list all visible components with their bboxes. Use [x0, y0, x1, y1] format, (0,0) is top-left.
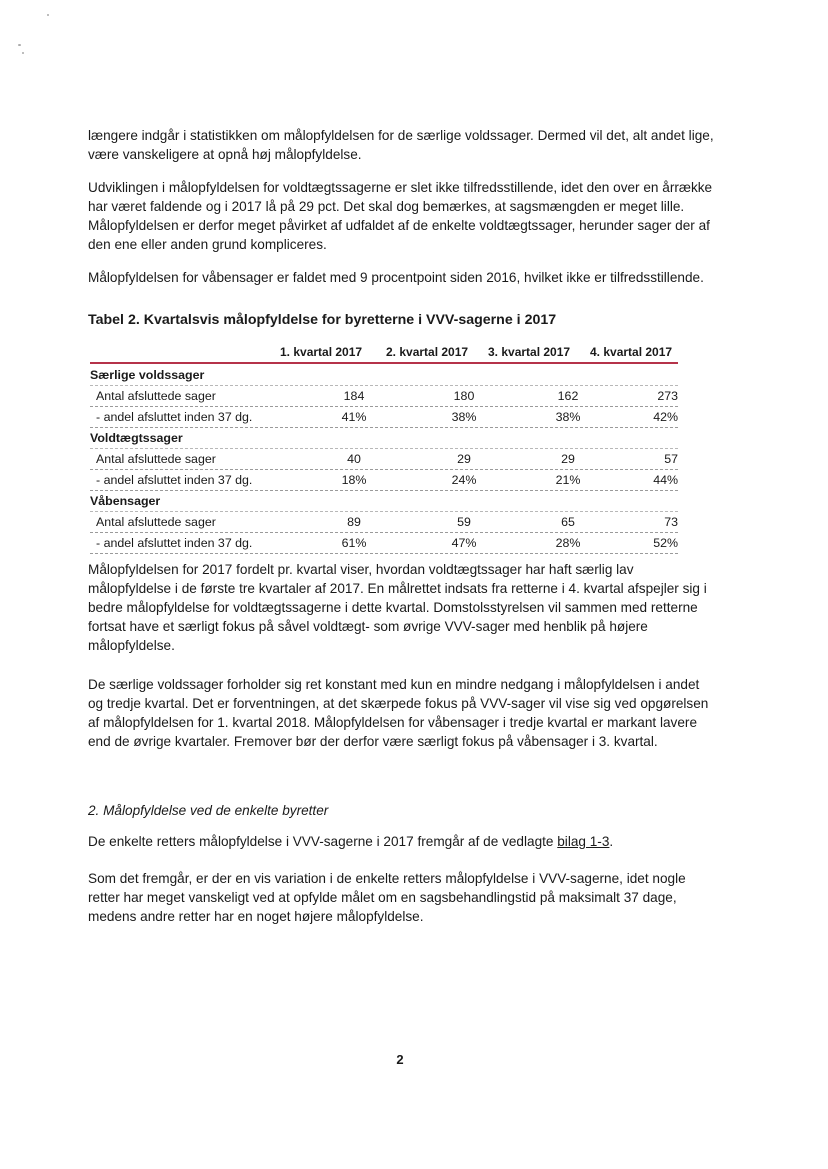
paragraph: Udviklingen i målopfyldelsen for voldtægtssagerne er slet ikke tilfredsstillende, idet den over en årrække har været faldende og i 2017 lå på 29 pct. Det skal dog bemærkes, at sagsmængden er meget lille. Målopfyldelsen er derfor meget påvirket af udfaldet af de enkelte voldtægtssager, herunder sager der af den ene eller anden grund kompliceres. [88, 180, 713, 252]
paragraph-text: De enkelte retters målopfyldelse i VVV-sagerne i 2017 fremgår af de vedlagte [88, 834, 558, 849]
bilag-link[interactable]: bilag 1-3 [557, 834, 610, 849]
table-cell: 42% [653, 410, 678, 424]
table-cell: 38% [555, 410, 581, 424]
paragraph-bilag [88, 832, 716, 851]
table-cell: 40 [347, 452, 361, 466]
table-group-row [90, 491, 678, 512]
table-cell: 89 [347, 515, 361, 529]
row-label: Antal afsluttede sager [96, 389, 216, 403]
table-cell: 28% [555, 536, 581, 550]
table-cell: 59 [457, 515, 471, 529]
paragraph: længere indgår i statistikken om målopfyldelsen for de særlige voldssager. Dermed vil det, alt andet lige, være vanskeligere at opnå høj målopfyldelse. [88, 128, 714, 162]
group-label: Særlige voldssager [90, 368, 205, 382]
table-cell: 29 [457, 452, 471, 466]
table-cell: 38% [451, 410, 477, 424]
section-heading: 2. Målopfyldelse ved de enkelte byretter [88, 803, 329, 818]
row-label: - andel afsluttet inden 37 dg. [96, 410, 253, 424]
table-row [90, 533, 678, 554]
column-header: 2. kvartal 2017 [386, 345, 469, 359]
table-cell: 24% [451, 473, 477, 487]
table-cell: 57 [664, 452, 678, 466]
top-paragraphs [88, 126, 716, 301]
group-label: Våbensager [90, 494, 161, 508]
middle-paragraphs [88, 560, 716, 765]
table-cell: 65 [561, 515, 575, 529]
table-cell: 18% [341, 473, 367, 487]
table-cell: 47% [451, 536, 477, 550]
paragraph: Målopfyldelsen for 2017 fordelt pr. kvartal viser, hvordan voldtægtssager har haft særlig lav målopfyldelse i de første tre kvartaler af 2017. En målrettet indsats fra retterne i 4. kvartal afspejler sig i bedre målopfyldelse for voldtægtssagerne i dette kvartal. Domstolsstyrelsen vil sammen med retterne fortsat have et særligt fokus på såvel voldtægt- som øvrige VVV-sager med henblik på højere målopfyldelse. [88, 562, 707, 653]
paragraph: Som det fremgår, er der en vis variation i de enkelte retters målopfyldelse i VVV-sagerne, idet nogle retter har meget vanskeligt ved at opfylde målet om en sagsbehandlingstid på maksimalt 37 dage, medens andre retter har en noget højere målopfyldelse. [88, 871, 686, 924]
table-cell: 21% [555, 473, 581, 487]
lower-paragraphs [88, 832, 716, 940]
row-label: - andel afsluttet inden 37 dg. [96, 536, 253, 550]
scan-speck [22, 52, 24, 54]
scan-speck [18, 44, 21, 46]
table-header-rule [90, 362, 678, 364]
table-cell: 29 [561, 452, 575, 466]
row-label: Antal afsluttede sager [96, 515, 216, 529]
column-header: 3. kvartal 2017 [488, 345, 571, 359]
table-cell: 61% [341, 536, 367, 550]
table-cell: 184 [343, 389, 365, 403]
table-row [90, 407, 678, 428]
page-number: 2 [396, 1052, 404, 1067]
paragraph: Målopfyldelsen for våbensager er faldet med 9 procentpoint siden 2016, hvilket ikke er tilfredsstillende. [88, 270, 704, 285]
table-cell: 162 [557, 389, 579, 403]
row-label: - andel afsluttet inden 37 dg. [96, 473, 253, 487]
table-cell: 44% [653, 473, 678, 487]
table-cell: 180 [453, 389, 475, 403]
table-row [90, 470, 678, 491]
scan-speck [47, 14, 49, 16]
column-header: 1. kvartal 2017 [280, 345, 363, 359]
table-title: Tabel 2. Kvartalsvis målopfyldelse for byretterne i VVV-sagerne i 2017 [88, 312, 557, 328]
paragraph-text: . [609, 834, 614, 849]
group-label: Voldtægtssager [90, 431, 183, 445]
table-row [90, 386, 678, 407]
table-group-row [90, 365, 678, 386]
table-header-row [90, 342, 678, 362]
data-table [90, 342, 678, 554]
table-cell: 73 [664, 515, 678, 529]
paragraph: De særlige voldssager forholder sig ret konstant med kun en mindre nedgang i målopfyldelsen i andet og tredje kvartal. Det er forventningen, at det skærpede fokus på VVV-sager vil vise sig ved opgørelsen af målopfyldelsen for 1. kvartal 2018. Målopfyldelsen for våbensager i tredje kvartal er markant lavere end de øvrige kvartaler. Fremover bør der derfor være særligt fokus på våbensager i 3. kvartal. [88, 677, 709, 749]
table-cell: 273 [657, 389, 678, 403]
table-row [90, 449, 678, 470]
table-group-row [90, 428, 678, 449]
column-header: 4. kvartal 2017 [590, 345, 673, 359]
table-row [90, 512, 678, 533]
table-cell: 41% [341, 410, 367, 424]
row-label: Antal afsluttede sager [96, 452, 216, 466]
table-cell: 52% [653, 536, 678, 550]
